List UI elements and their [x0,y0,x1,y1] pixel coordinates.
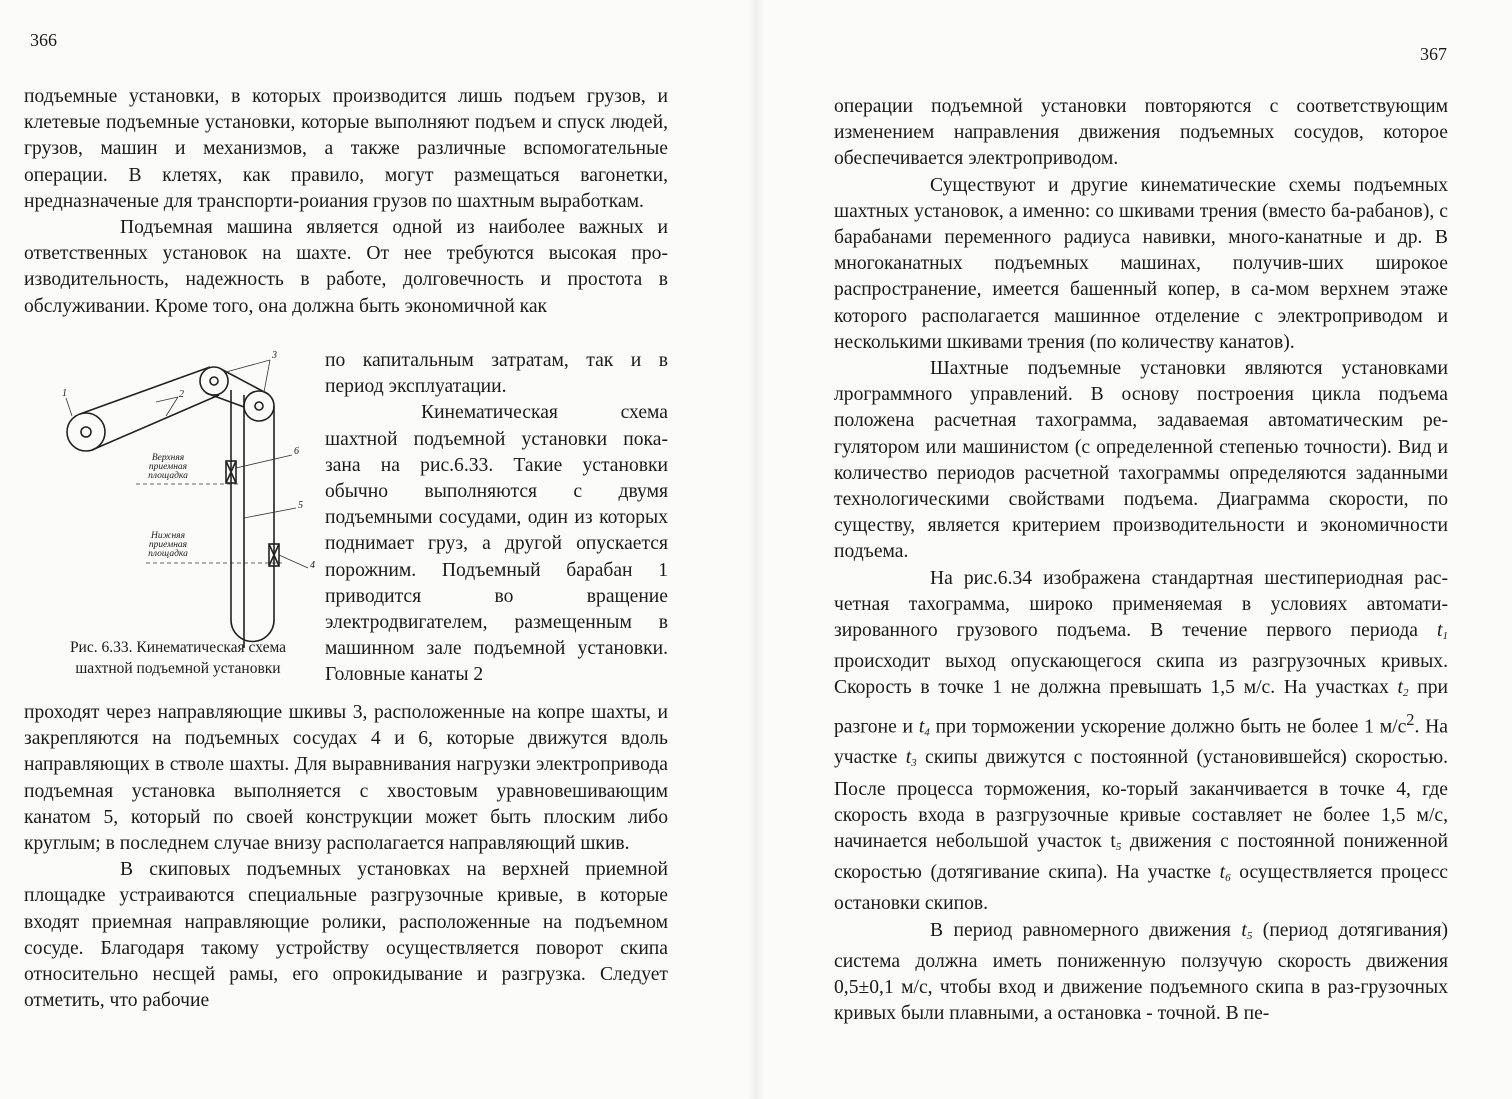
label-6: 6 [294,446,299,457]
label-2: 2 [179,389,184,400]
text-run: при разгоне и [834,677,1448,738]
left-text-top [24,84,668,320]
text-run: движения с постоянной пониженной скоростью (дотягивание скипа). На участке [834,831,1449,884]
paragraph: операции подъемной установки повторяются с соответствующим изменением направления движения подъемных сосудов, которое обеспечивается электроприводом. [834,96,1448,170]
period-subscript: 1 [1442,630,1448,643]
superscript: 2 [1406,709,1415,729]
period-subscript: 4 [924,726,930,739]
text-run: В период равномерного движения [930,919,1242,941]
page-number-left: 366 [30,30,57,50]
text-run: осуществляется процесс остановки скипов. [834,862,1448,915]
paragraph: подъемные установки, в которых производится лишь подъем грузов, и клетевые подъемные установки, которые выполняют подъем и спуск людей, грузов, машин и механизмов, а также различные вспомогательные операции. В клетях, как правило, могут размещаться вагонетки, нредназначеные для транспорти-роиания грузов по шахтным выработкам. [24,86,668,212]
text-run: при торможении ускорение должно быть не более 1 м/с [929,716,1407,738]
caption-line: шахтной подъемной установки [75,660,281,677]
period-symbol: t [1437,620,1443,642]
paragraph: Шахтные подъемные установки являются установками лрограммного управлений. В основу построения цикла подъема положена расчетная тахограмма, задаваемая автоматическим ре-гулятором или машинистом (с определенной степенью точности). Вид и количество периодов расчетной тахограммы определяются заданными технологическими свойствами подъема. Диаграмма скорости, по существу, является критерием производительности и экономичности подъема. [834,358,1448,563]
period-symbol: t [1110,831,1116,853]
period-symbol: t [1241,919,1247,941]
text-run: скипы движутся с постоянной (установившейся) скоростью. После процесса торможения, ко-торый заканчивается в точке 4, где скорость входа в разгрузочные кривые составляет не более 1,5 м/с, начинается небольшой участок [834,747,1449,853]
right-page [756,0,1512,1099]
paragraph [834,918,1448,1028]
upper-platform-label: Верхняя приемная площадка [148,453,188,481]
page-number-right: 367 [1420,44,1447,64]
left-text-beside-figure [325,348,668,689]
paragraph: проходят через направляющие шкивы 3, расположенные на копре шахты, и закрепляются на подъемных сосудах 4 и 6, которые движутся вдоль направляющих в стволе шахты. Для выравнивания нагрузки электропривода подъемная установка выполняется с хвостовым уравновешивающим канатом 5, который по своей конструкции может быть плоским либо круглым; в последнем случае внизу располагается направляющий шкив. [24,702,668,855]
period-subscript: 5 [1115,841,1122,854]
paragraph [834,566,1448,918]
text-run: . На участке [834,716,1448,769]
period-symbol: t [1397,677,1403,699]
period-subscript: 3 [911,757,917,770]
left-text-bottom [24,700,668,1014]
label-1: 1 [62,388,67,399]
period-subscript: 6 [1225,872,1231,885]
period-subscript: 2 [1402,687,1409,700]
paragraph: В скиповых подъемных установках на верхней приемной площадке устраиваются специальные разгрузочные кривые, в которые входят приемная направляющие ролики, расположенные на подъемном сосуде. Благодаря такому устройству осуществляется поворот скипа относительно несщей рамы, его опрокидывание и разгрузка. Следует отметить, что рабочие [24,859,668,1012]
text-run: (период дотягивания) система должна иметь пониженную ползучую скорость движения 0,5±0,1 м/с, чтобы вход и движение подъемного скипа в раз-грузочных кривых были плавными, а остановка - точной. В пе- [834,919,1448,1025]
lower-platform-label: Нижняя приемная площадка [148,531,188,559]
paragraph: по капитальным затратам, так и в период эксплуатации. [325,350,668,398]
caption-line: Рис. 6.33. Кинематическая схема [69,639,287,656]
right-text [834,94,1448,1027]
text-run: На рис.6.34 изображена стандартная шестипериодная рас-четная тахограмма, широко применяемая в условиях автомати-зированного грузового подъема. В течение первого периода [834,567,1448,642]
period-symbol: t [1219,862,1226,884]
paragraph: Кинематическая схема шахтной подъемной установки пока-зана на рис.6.33. Такие установки обычно выполняются с двумя подъемными сосудами, один из которых поднимает груз, а другой опускается порожним. Подъемный барабан 1 приводится во вращение электродвигателем, размещенным в машинном зале подъемной установки. Головные канаты 2 [325,402,668,686]
figure-6-33-kinematic-scheme [36,350,326,650]
paragraph: Существуют и другие кинематические схемы подъемных шахтных установок, а именно: со шкивами трения (вместо ба-рабанов), с барабанами переменного радиуса навивки, много-канатные и др. В многоканатных подъемных машинах, получив-ших широкое распространение, имеется башенный копер, в са-мом верхнем этаже которого располагается машинное отделение с электроприводом и несколькими шкивами трения (по количеству канатов). [834,174,1448,353]
period-symbol: t [905,747,912,769]
text-run: происходит выход опускающегося скипа из разгрузочных кривых. Скорость в точке 1 не должна превышать 1,5 м/с. На участках [834,651,1448,699]
period-symbol: t [918,716,925,738]
figure-caption [24,637,332,679]
period-subscript: 5 [1246,929,1253,942]
paragraph: Подъемная машина является одной из наиболее важных и ответственных установок на шахте. От нее требуются высокая про-изводительность, надежность в работе, долговечность и простота в обслуживании. Кроме того, она должна быть экономичной как [24,217,668,317]
label-5: 5 [298,500,303,511]
label-3: 3 [272,350,277,361]
label-4: 4 [310,560,315,571]
